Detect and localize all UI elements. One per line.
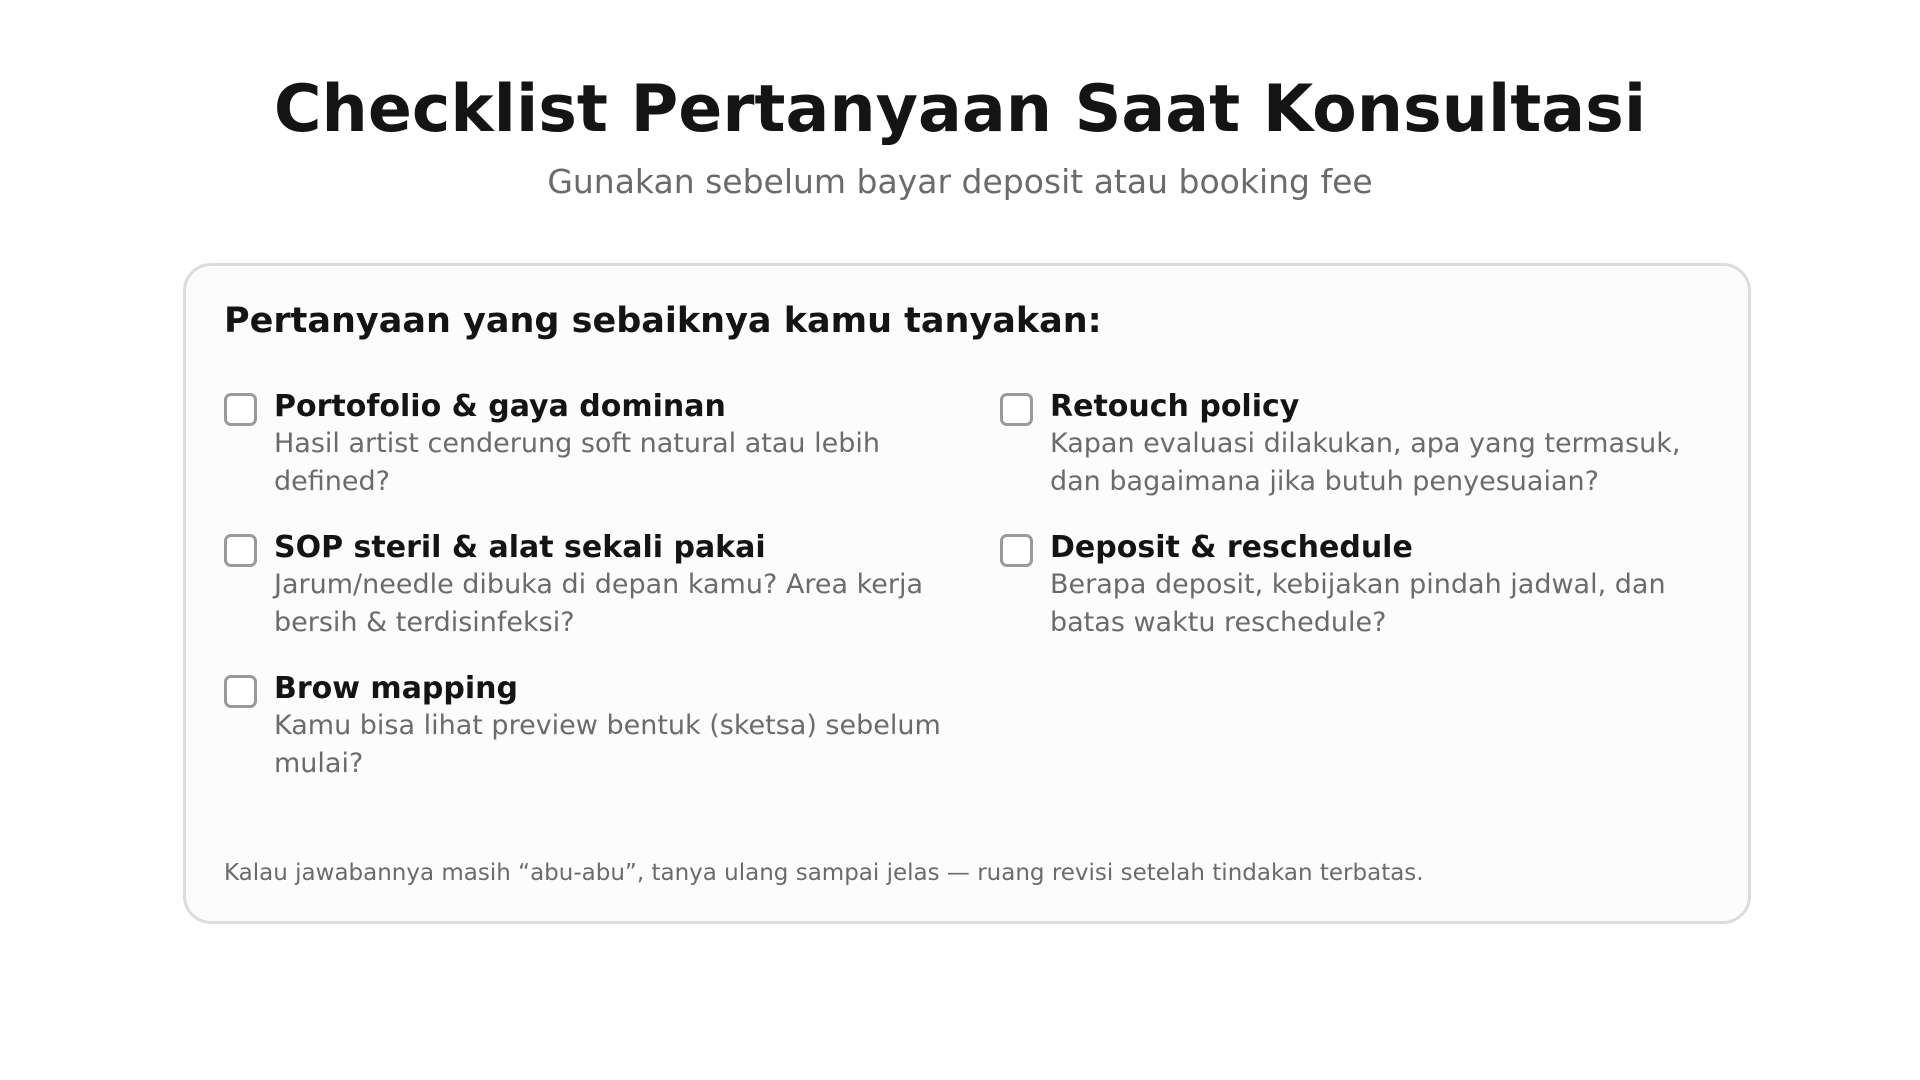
checkbox-icon[interactable]: [1000, 393, 1033, 426]
checklist-card: [183, 263, 1751, 924]
item-description: Jarum/needle dibuka di depan kamu? Area kerja bersih & terdisinfeksi?: [274, 569, 924, 638]
footnote: Kalau jawabannya masih “abu-abu”, tanya ulang sampai jelas — ruang revisi setelah tindakan terbatas.: [224, 860, 1424, 886]
checkbox-icon[interactable]: [1000, 534, 1033, 567]
checkbox-icon[interactable]: [224, 675, 257, 708]
page-subtitle: Gunakan sebelum bayar deposit atau booking fee: [547, 162, 1373, 201]
card-heading: Pertanyaan yang sebaiknya kamu tanyakan:: [224, 301, 1102, 341]
item-title: Portofolio & gaya dominan: [274, 389, 726, 424]
item-description: Hasil artist cenderung soft natural atau lebih defined?: [274, 428, 880, 497]
item-title: Deposit & reschedule: [1050, 530, 1413, 565]
item-title: Brow mapping: [274, 671, 518, 706]
item-title: SOP steril & alat sekali pakai: [274, 530, 766, 565]
checkbox-icon[interactable]: [224, 393, 257, 426]
item-description: Kamu bisa lihat preview bentuk (sketsa) sebelum mulai?: [274, 710, 941, 779]
page-title: Checklist Pertanyaan Saat Konsultasi: [273, 72, 1647, 147]
item-description: Berapa deposit, kebijakan pindah jadwal, dan batas waktu reschedule?: [1050, 569, 1666, 638]
item-title: Retouch policy: [1050, 389, 1300, 424]
item-description: Kapan evaluasi dilakukan, apa yang termasuk, dan bagaimana jika butuh penyesuaian?: [1050, 428, 1681, 497]
checkbox-icon[interactable]: [224, 534, 257, 567]
